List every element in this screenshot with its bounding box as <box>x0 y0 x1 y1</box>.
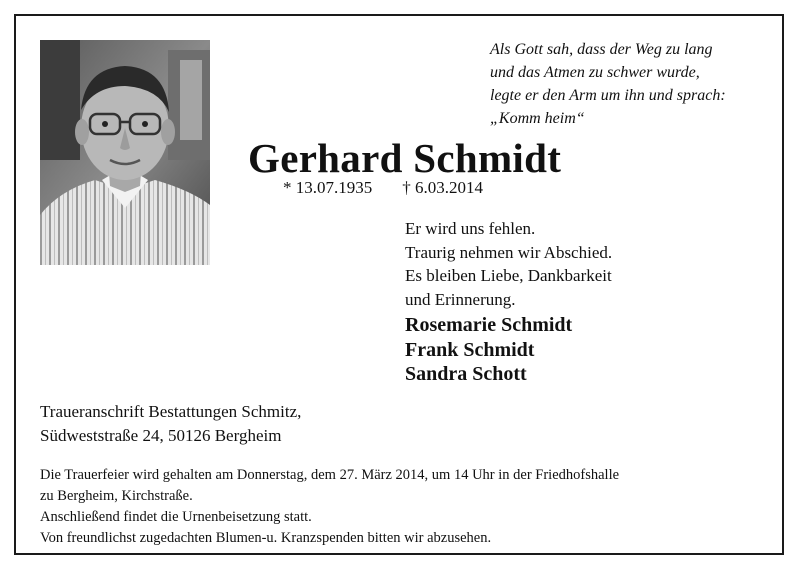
poem-line: Als Gott sah, dass der Weg zu lang <box>490 41 713 58</box>
birth-date: * 13.07.1935 <box>283 178 373 197</box>
address-line: Traueranschrift Bestattungen Schmitz, <box>40 402 302 421</box>
poem-line: legte er den Arm um ihn und sprach: <box>490 87 726 104</box>
notice-line: Die Trauerfeier wird gehalten am Donnerstag, dem 27. März 2014, um 14 Uhr in der Friedhofshalle <box>40 467 620 483</box>
family-names <box>405 313 572 387</box>
life-dates <box>283 178 483 198</box>
farewell-line: Traurig nehmen wir Abschied. <box>405 242 613 262</box>
death-date: † 6.03.2014 <box>402 178 483 197</box>
portrait-photo <box>40 40 210 265</box>
farewell-text <box>405 217 612 311</box>
notice-line: zu Bergheim, Kirchstraße. <box>40 488 193 504</box>
poem-line: „Komm heim“ <box>490 110 585 127</box>
farewell-line: und Erinnerung. <box>405 289 516 309</box>
family-member: Frank Schmidt <box>405 338 535 361</box>
notice-line: Anschließend findet die Urnenbeisetzung statt. <box>40 509 312 525</box>
deceased-name: Gerhard Schmidt <box>248 135 562 181</box>
family-member: Sandra Schott <box>405 363 527 385</box>
poem-line: und das Atmen zu schwer wurde, <box>490 64 700 81</box>
mourning-address <box>40 400 301 448</box>
address-line: Südweststraße 24, 50126 Bergheim <box>40 426 282 445</box>
funeral-notice <box>40 465 619 549</box>
family-member: Rosemarie Schmidt <box>405 314 573 336</box>
farewell-line: Er wird uns fehlen. <box>405 219 536 238</box>
poem-quote <box>490 38 780 130</box>
farewell-line: Es bleiben Liebe, Dankbarkeit <box>405 266 612 285</box>
notice-line: Von freundlichst zugedachten Blumen-u. Kranzspenden bitten wir abzusehen. <box>40 530 492 546</box>
